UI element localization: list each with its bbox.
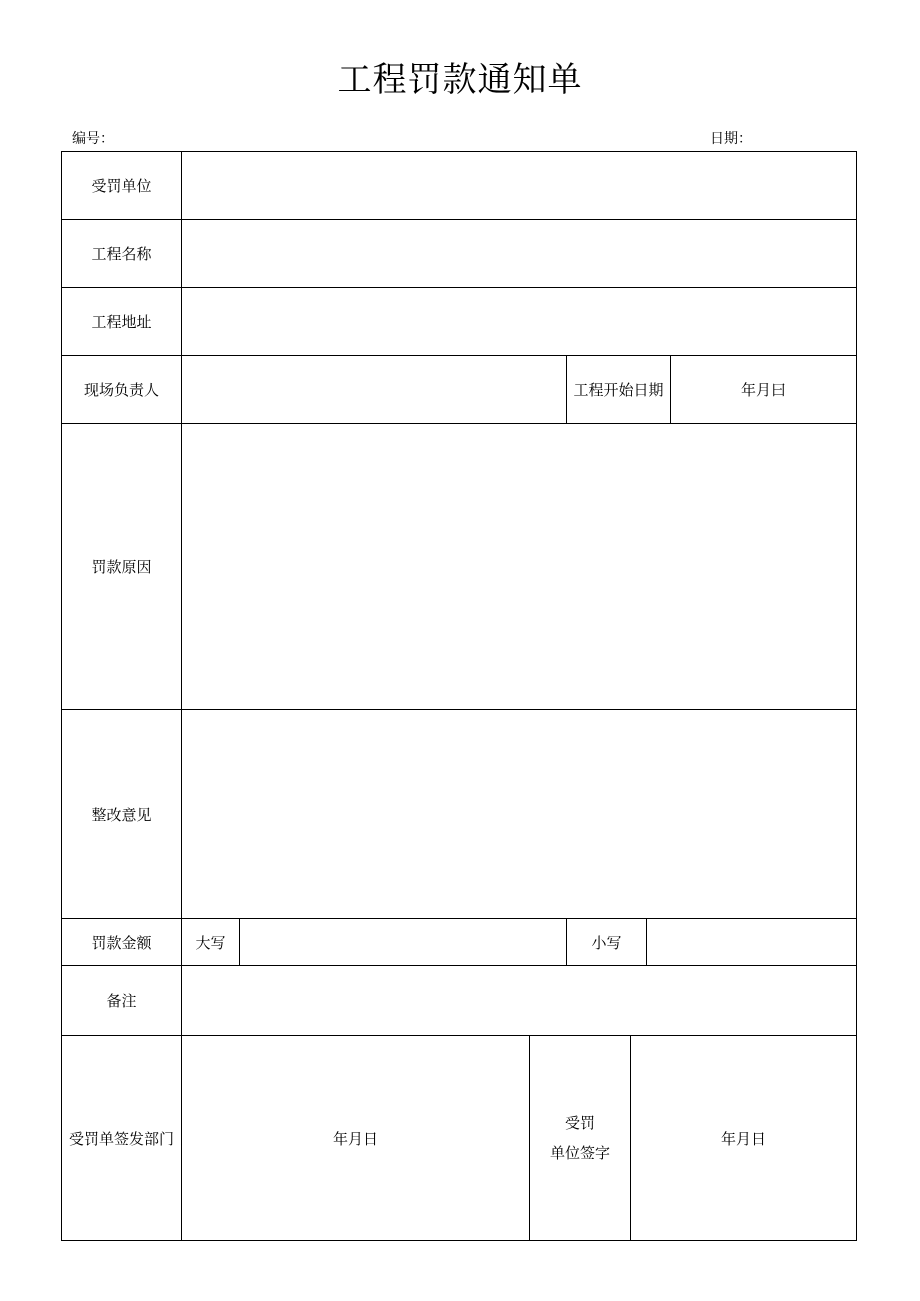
amount-upper-field[interactable] (240, 919, 567, 966)
project-name-row (62, 220, 857, 288)
signature-row (62, 1036, 857, 1241)
remarks-field[interactable] (182, 966, 857, 1036)
date-label: 日期： (710, 131, 752, 147)
issuing-dept-signature-field[interactable] (182, 1036, 530, 1241)
site-manager-field[interactable] (182, 356, 567, 424)
unit-signature-label-line2: 单位签字 (549, 1144, 610, 1162)
start-date-label: 工程开始日期 (567, 356, 671, 424)
amount-label: 罚款金额 (62, 919, 182, 966)
rectification-row (62, 710, 857, 919)
penalized-unit-row (62, 152, 857, 220)
project-address-field[interactable] (182, 288, 857, 356)
amount-lower-field[interactable] (647, 919, 857, 966)
penalized-unit-field[interactable] (182, 152, 857, 220)
amount-upper-label: 大写 (182, 919, 240, 966)
number-label: 编号： (72, 131, 114, 147)
amount-lower-label: 小写 (567, 919, 647, 966)
remarks-label: 备注 (62, 966, 182, 1036)
page-title: 工程罚款通知单 (337, 60, 583, 100)
start-date-field[interactable]: 年月曰 (671, 356, 857, 424)
reason-field[interactable] (182, 424, 857, 710)
reason-label: 罚款原因 (62, 424, 182, 710)
project-name-label: 工程名称 (62, 220, 182, 288)
unit-signature-label-line1: 受罚 (564, 1114, 595, 1132)
penalty-notice-table (61, 151, 857, 1241)
rectification-label: 整改意见 (62, 710, 182, 919)
penalized-unit-label: 受罚单位 (62, 152, 182, 220)
project-name-field[interactable] (182, 220, 857, 288)
site-manager-row (62, 356, 857, 424)
unit-signature-date: 年月日 (721, 1129, 767, 1148)
rectification-field[interactable] (182, 710, 857, 919)
issuing-dept-label: 受罚单签发部门 (62, 1036, 182, 1241)
amount-row (62, 919, 857, 966)
remarks-row (62, 966, 857, 1036)
issuing-dept-date: 年月日 (332, 1129, 378, 1148)
reason-row (62, 424, 857, 710)
unit-signature-label (530, 1036, 631, 1241)
project-address-row (62, 288, 857, 356)
project-address-label: 工程地址 (62, 288, 182, 356)
unit-signature-field[interactable] (631, 1036, 857, 1241)
site-manager-label: 现场负责人 (62, 356, 182, 424)
